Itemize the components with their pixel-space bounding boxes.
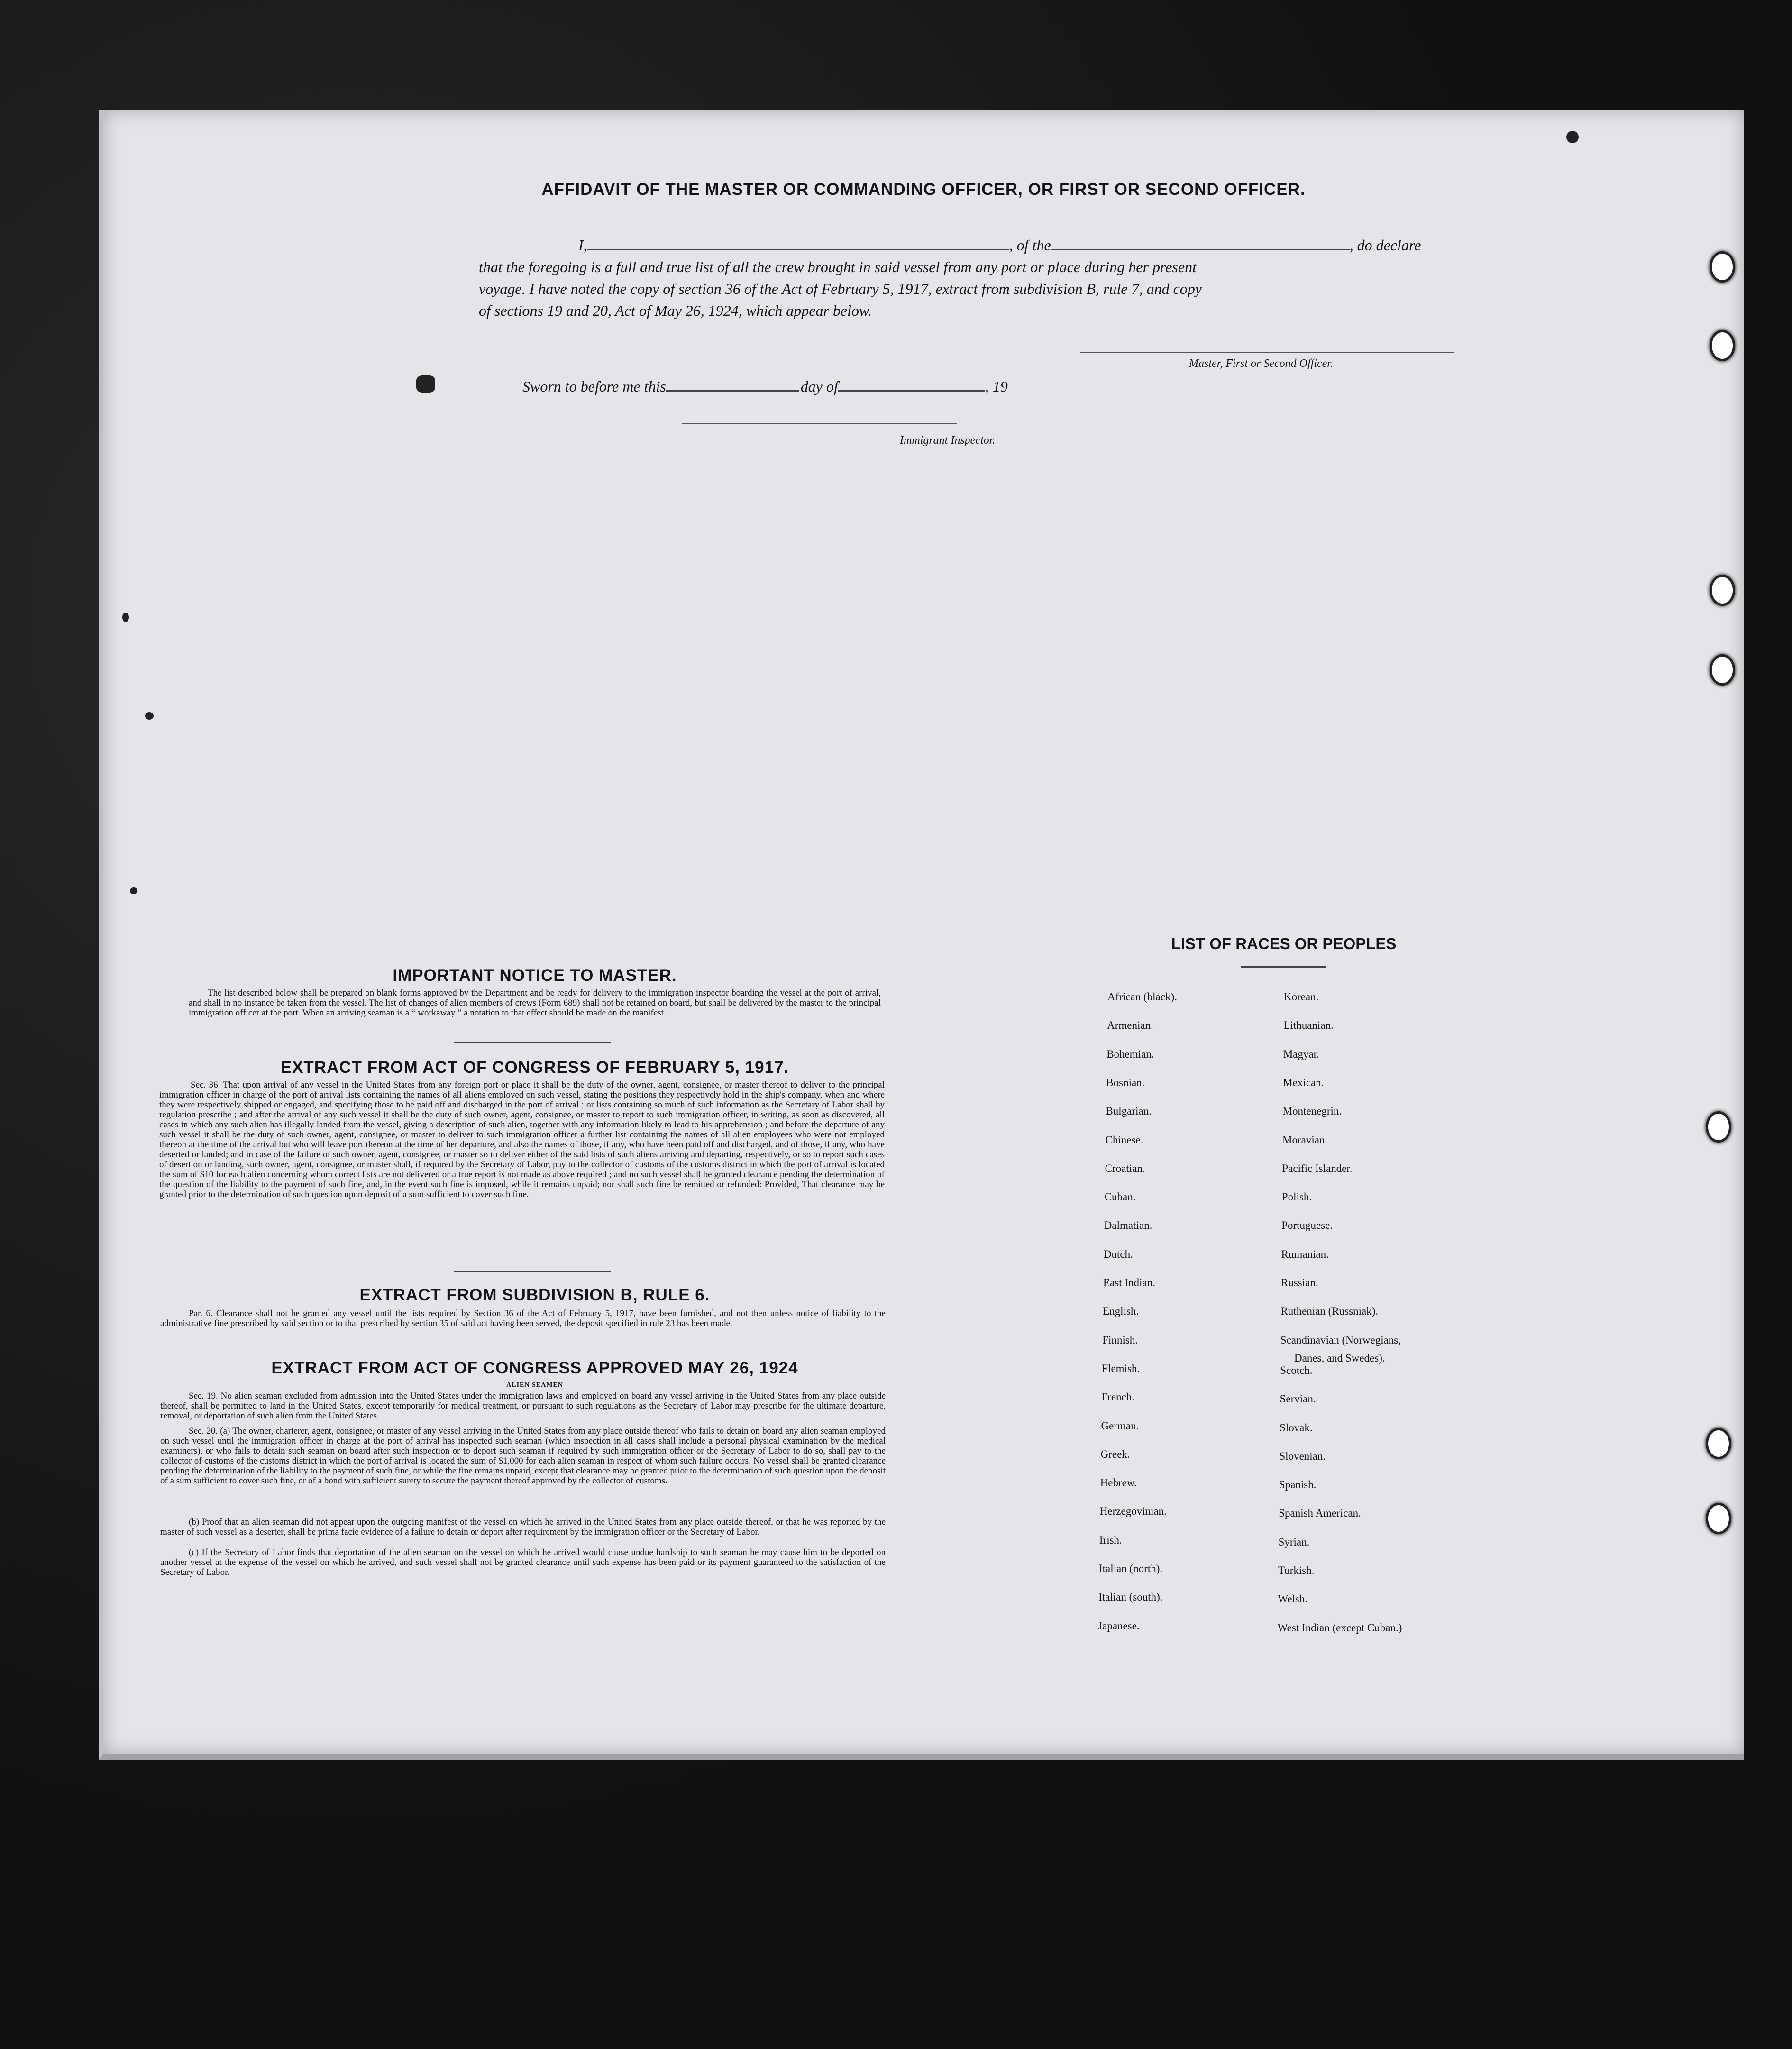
sworn-day-blank[interactable] (666, 390, 799, 392)
vessel-blank[interactable] (1051, 249, 1350, 250)
race-left-item: Bosnian. (1106, 1077, 1145, 1089)
affidavit-line-2: that the foregoing is a full and true list of all the crew brought in said vessel from any port or place during her present (479, 258, 1197, 275)
ink-speck (130, 887, 137, 894)
sworn-month-blank[interactable] (838, 390, 985, 392)
sworn-text: Sworn to before me this (522, 378, 666, 395)
races-title: LIST OF RACES OR PEOPLES (1171, 935, 1397, 952)
master-signature-label: Master, First or Second Officer. (1189, 357, 1333, 370)
sworn-year: , 19 (985, 378, 1008, 395)
races-divider (1241, 966, 1326, 968)
race-left-item: French. (1101, 1391, 1135, 1403)
race-right-item: Syrian. (1278, 1536, 1310, 1548)
affidavit-of-the: , of the (1009, 237, 1051, 254)
race-right-item: Polish. (1281, 1191, 1312, 1203)
extract-1917-body: Sec. 36. That upon arrival of any vessel in the United States from any foreign port or place it shall be the duty of the owner, agent, consignee, or master thereof to deliver to the principal immigration officer in charge of the port of arrival lists containing the names of all aliens employed on such vessel, stating the positions they respectively hold in the ship's company, when and where they were respectively shipped or engaged, and specifying those to be paid off and discharged in the port of arrival ; or lists containing so much of such information as the Secretary of Labor shall by regulation prescribe ; and after the arrival of any such vessel it shall be the duty of such owner, agent, consignee, or master to report to such immigration officer, in writing, as soon as discovered, all cases in which any such alien has illegally landed from the vessel, giving a description of such alien, together with any information likely to lead to his apprehension ; and before the departure of any such vessel it shall be the duty of such owner, agent, consignee, or master to deliver to such immigration officer a further list containing the names of all alien employees who were not employed thereon at the time of the arrival but who will leave port thereon at the time of her departure, and also the names of those, if any, who have been paid off and discharged, and of those, if any, who have deserted or landed; and in case of the failure of such owner, agent, consignee, or master so to deliver either of the said lists of such aliens arriving and departing, respectively, or so to report such cases of desertion or landing, such owner, agent, consignee, or master shall, if required by the Secretary of Labor, pay to the collector of customs of the customs district in which the port of arrival is located the sum of $10 for each alien concerning whom correct lists are not delivered or a true report is not made as above required ; and no such vessel shall be granted clearance pending the determination of the question of the liability to the payment of such fine, and, in the event such fine is imposed, while it remains unpaid; nor shall such fine be remitted or refunded: Provided, That clearance may be granted prior to the determination of such question upon deposit of a sum sufficient to cover such fine. (159, 1080, 885, 1199)
race-left-item: German. (1101, 1420, 1139, 1432)
race-right-item: Slovak. (1280, 1422, 1313, 1434)
extract-1924-sec20c: (c) If the Secretary of Labor finds that deportation of the alien seaman on the vessel on which he arrived would cause undue hardship to such seaman he may cause him to be deported on another vessel at the expense of the vessel on which he arrived, and such vessel shall not be granted clearance until such expense has been paid or its payment guaranteed to the satisfaction of the Secretary of Labor. (160, 1547, 886, 1577)
race-right-item: Welsh. (1278, 1593, 1308, 1605)
subdivision-b-title: EXTRACT FROM SUBDIVISION B, RULE 6. (359, 1286, 710, 1304)
race-right-item: Slovenian. (1279, 1450, 1326, 1462)
notice-divider (454, 1042, 611, 1043)
race-left-item: Finnish. (1102, 1334, 1138, 1346)
race-right-item: Scotch. (1280, 1364, 1313, 1376)
race-left-item: Japanese. (1098, 1620, 1140, 1632)
race-right-item: Magyar. (1283, 1048, 1319, 1060)
race-right-item: Montenegrin. (1282, 1105, 1342, 1117)
race-left-item: Greek. (1100, 1448, 1130, 1460)
race-right-item: Scandinavian (Norwegians, (1280, 1334, 1401, 1346)
binder-hole (1706, 1111, 1731, 1143)
race-right-item: Pacific Islander. (1282, 1162, 1353, 1174)
race-right-item: Korean. (1284, 991, 1319, 1003)
binder-hole (1710, 654, 1735, 686)
notice-body: The list described below shall be prepared on blank forms approved by the Department and be ready for delivery to the immigration inspector boarding the vessel at the port of arrival, and shall in no instance be taken from the vessel. The list of changes of alien members of crews (Form 689) shall not be retained on board, but shall be delivered by the master to the principal immigration officer at the port. When an arriving seaman is a “ workaway ” a notation to that effect should be made on the manifest. (189, 988, 881, 1018)
race-right-item: Lithuanian. (1283, 1019, 1334, 1031)
race-left-item: English. (1103, 1305, 1139, 1317)
race-left-item: Dutch. (1103, 1248, 1133, 1260)
race-right-item: Spanish American. (1279, 1507, 1361, 1519)
race-left-item: Bohemian. (1106, 1048, 1154, 1060)
document-page (99, 110, 1744, 1760)
race-left-item: Cuban. (1104, 1191, 1136, 1203)
affidavit-declare: , do declare (1349, 237, 1421, 254)
race-right-item: Mexican. (1283, 1077, 1324, 1089)
race-left-item: East Indian. (1103, 1277, 1155, 1289)
race-right-item: Servian. (1280, 1393, 1316, 1405)
race-right-item: West Indian (except Cuban.) (1277, 1622, 1402, 1634)
affidavit-declaration-line (479, 234, 1455, 256)
sworn-day-of: day of (800, 378, 838, 395)
race-left-item: African (black). (1107, 991, 1177, 1003)
extract-1917-divider (454, 1271, 611, 1272)
name-blank[interactable] (587, 249, 1009, 250)
extract-1924-sec20b: (b) Proof that an alien seaman did not appear upon the outgoing manifest of the vessel on which he arrived in the United States from any place outside thereof, or that he was reported by the master of such vessel as a deserter, shall be prima facie evidence of a failure to detain or deport after requirement by the immigration officer or the Secretary of Labor. (160, 1517, 886, 1537)
binder-hole (1706, 1428, 1731, 1459)
race-left-item: Irish. (1099, 1534, 1122, 1546)
affidavit-i: I, (578, 237, 587, 254)
extract-1924-sec20a: Sec. 20. (a) The owner, charterer, agent, consignee, or master of any vessel arriving in the United States from any place outside thereof who fails to detain on board any alien seaman employed on such vessel until the immigration officer in charge at the port of arrival has inspected such seaman (which inspection in all cases shall include a personal physical examination by the medical examiners), or who fails to detain such seaman on board after such inspection or to deport such seaman if required by such immigration officer or the Secretary of Labor to do so, shall pay to the collector of customs of the customs district in which the port of arrival is located the sum of $1,000 for each alien seaman in respect of whom such failure occurs. No vessel shall be granted clearance pending the determination of the liability to the payment of such fine, or while the fine remains unpaid, except that clearance may be granted prior to the determination of such question upon the deposit of a sum sufficient to cover such fine, or of a bond with sufficient surety to secure the payment thereof approved by the collector of customs. (160, 1426, 886, 1486)
race-left-item: Flemish. (1102, 1363, 1140, 1374)
affidavit-line-4: of sections 19 and 20, Act of May 26, 1924, which appear below. (479, 302, 872, 319)
affidavit-line-3: voyage. I have noted the copy of section 36 of the Act of February 5, 1917, extract from subdivision B, rule 7, and copy (479, 280, 1202, 297)
notice-title: IMPORTANT NOTICE TO MASTER. (393, 966, 677, 985)
race-right-item: Turkish. (1278, 1564, 1315, 1576)
race-right-item: Ruthenian (Russniak). (1280, 1305, 1379, 1317)
race-left-item: Armenian. (1107, 1019, 1153, 1031)
ink-speck (145, 712, 154, 720)
extract-1924-sec19: Sec. 19. No alien seaman excluded from admission into the United States under the immigration laws and employed on board any vessel arriving in the United States from any place outside thereof, shall be permitted to land in the United States, except temporarily for medical treatment, or pursuant to such regulations as the Secretary of Labor may prescribe for the ultimate departure, removal, or deportation of such alien from the United States. (160, 1391, 886, 1421)
race-left-item: Italian (south). (1098, 1591, 1163, 1603)
binder-hole (1706, 1503, 1731, 1534)
race-left-item: Italian (north). (1099, 1563, 1163, 1574)
binder-hole (1710, 330, 1735, 361)
subdivision-b-body: Par. 6. Clearance shall not be granted any vessel until the lists required by Section 36 of the Act of February 5, 1917, have been furnished, and not then unless notice of liability to the administrative fine prescribed by said section or to that prescribed by section 35 of said act having been served, the deposit specified in rule 23 has been made. (160, 1308, 886, 1328)
master-signature-line[interactable] (1080, 352, 1454, 353)
race-left-item: Bulgarian. (1106, 1105, 1152, 1117)
race-right-item: Russian. (1281, 1277, 1318, 1289)
extract-1924-title: EXTRACT FROM ACT OF CONGRESS APPROVED MAY 26, 1924 (271, 1359, 798, 1377)
extract-1924-subtitle: ALIEN SEAMEN (506, 1381, 563, 1389)
binder-hole (1710, 251, 1735, 283)
inspector-signature-label: Immigrant Inspector. (900, 434, 996, 447)
race-right-item: Spanish. (1279, 1479, 1317, 1491)
race-left-item: Hebrew. (1100, 1477, 1137, 1489)
ink-mark (416, 375, 435, 393)
ink-speck (122, 613, 129, 622)
ink-speck (1566, 131, 1579, 143)
race-right-item: Rumanian. (1281, 1248, 1329, 1260)
race-right-item: Portuguese. (1281, 1219, 1333, 1231)
affidavit-title: AFFIDAVIT OF THE MASTER OR COMMANDING OFFICER, OR FIRST OR SECOND OFFICER. (541, 180, 1306, 199)
race-right-item: Moravian. (1282, 1134, 1328, 1146)
race-left-item: Herzegovinian. (1099, 1505, 1167, 1517)
race-left-item: Dalmatian. (1104, 1219, 1152, 1231)
race-scandinavian-continued: Danes, and Swedes). (1294, 1352, 1385, 1364)
race-left-item: Chinese. (1105, 1134, 1143, 1146)
inspector-signature-line[interactable] (682, 423, 957, 424)
race-left-item: Croatian. (1105, 1162, 1145, 1174)
binder-hole (1710, 575, 1735, 606)
extract-1917-title: EXTRACT FROM ACT OF CONGRESS OF FEBRUARY 5, 1917. (280, 1058, 789, 1077)
sworn-line (522, 375, 1499, 397)
